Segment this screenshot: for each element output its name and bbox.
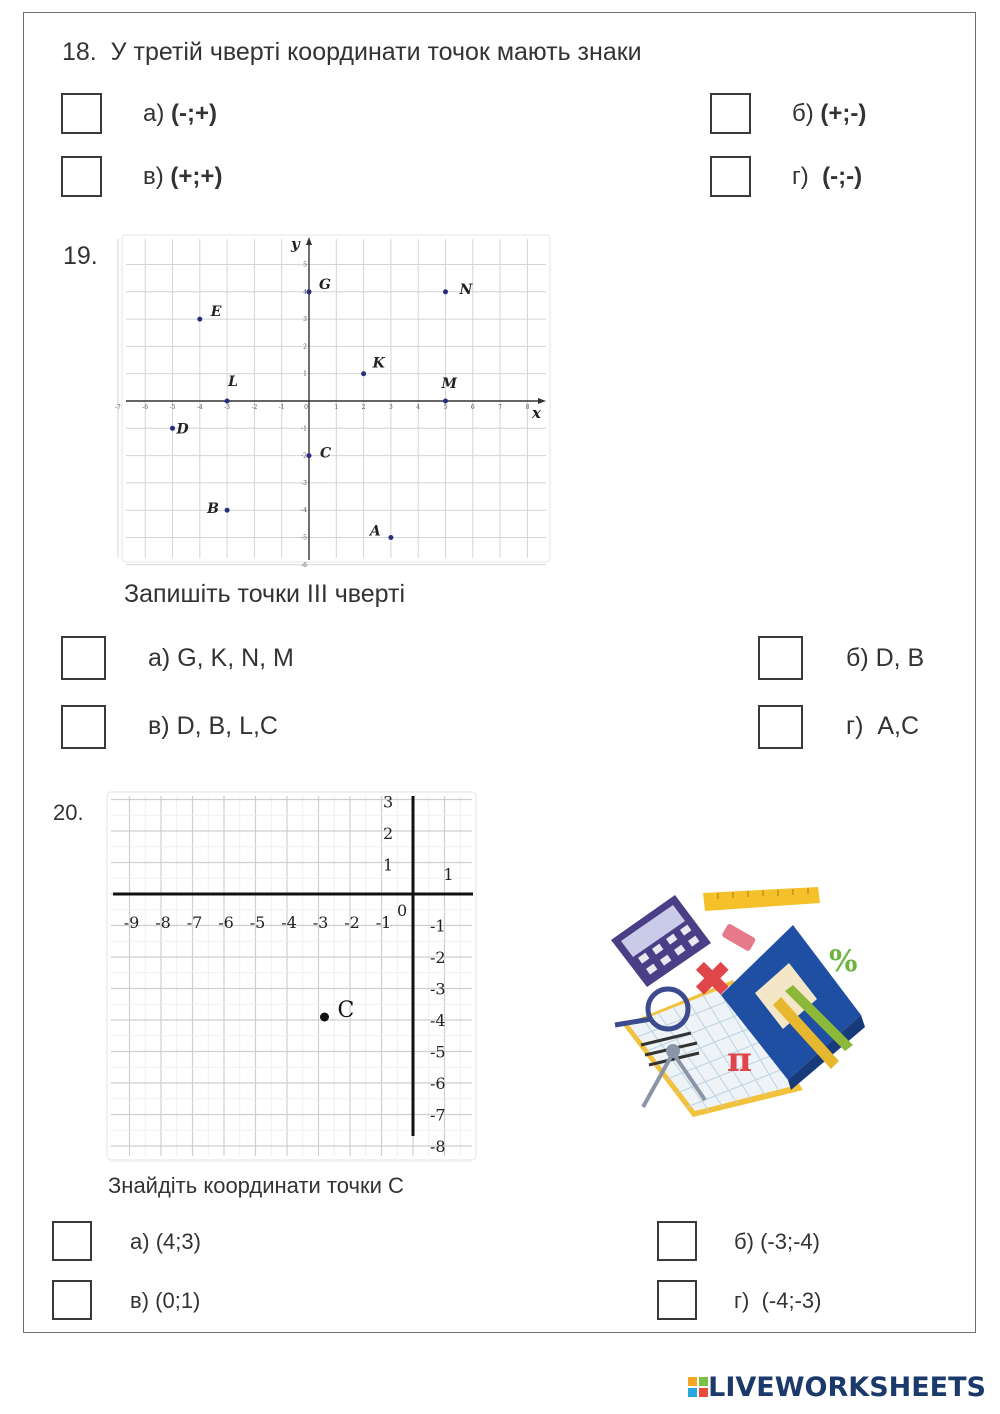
q20-option-b: б) (-3;-4) [734, 1229, 820, 1254]
q19-x-tick-label: -2 [251, 404, 258, 411]
q19-y-axis-label: y [291, 235, 300, 253]
math-supplies-illustration [603, 885, 868, 1120]
q19-point-label-k: K [372, 355, 385, 372]
q20-x-tick-label: -8 [155, 913, 171, 932]
q20-x-tick-label: -6 [218, 913, 234, 932]
q20-checkbox-b[interactable] [657, 1221, 697, 1261]
q20-x-tick-label: -7 [186, 913, 203, 932]
q19-point-l [225, 399, 230, 404]
q19-y-tick-label: 5 [303, 261, 307, 269]
q20-checkbox-a[interactable] [52, 1221, 92, 1261]
q20-checkbox-c[interactable] [52, 1280, 92, 1320]
q20-number: 20. [53, 800, 84, 825]
q19-point-e [197, 317, 202, 322]
q20-y-tick-label: -4 [430, 1011, 446, 1030]
q19-checkbox-c[interactable] [61, 705, 106, 749]
q20-y-tick-label: -1 [430, 916, 446, 936]
q20-y-tick-label: 3 [383, 792, 394, 812]
q18-option-d: г) (-;-) [792, 163, 863, 190]
q19-x-tick-label: -6 [142, 404, 149, 411]
q19-y-tick-label: 3 [303, 316, 307, 324]
q20-coordinate-plane [107, 792, 476, 1160]
q20-point-label-c: C [337, 998, 355, 1023]
q19-point-label-m: M [441, 376, 457, 392]
q18-title [62, 38, 642, 67]
q19-x-tick-label: 2 [361, 404, 366, 411]
q19-y-tick-label: -6 [301, 561, 307, 569]
q20-x-tick-label: -1 [375, 913, 392, 932]
q19-x-tick-label: -5 [169, 404, 176, 411]
liveworksheets-logo [688, 1372, 986, 1403]
q19-checkbox-b[interactable] [758, 636, 803, 680]
q19-option-b: б) D, B [846, 644, 925, 672]
q19-point-a [388, 535, 393, 540]
q19-point-n [443, 289, 448, 294]
q19-option-c: в) D, B, L,C [148, 712, 278, 740]
q20-y-tick-label: -2 [430, 948, 446, 967]
q18-option-b: б) (+;-) [792, 100, 867, 127]
q19-coordinate-plane [114, 235, 550, 569]
q19-x-axis-label: x [532, 404, 541, 422]
q19-caption: Запишіть точки III чверті [124, 580, 406, 608]
q18-checkbox-b[interactable] [710, 93, 751, 134]
q19-y-tick-label: -4 [301, 507, 307, 515]
q20-x-tick-label: -3 [312, 913, 329, 932]
q19-point-label-d: D [176, 421, 189, 438]
pi-sign-icon: π [727, 1040, 752, 1080]
q20-caption: Знайдіть координати точки С [108, 1173, 404, 1198]
q19-point-label-l: L [228, 374, 238, 390]
q19-x-tick-label: 5 [443, 404, 448, 411]
percent-sign-icon: % [829, 944, 858, 979]
q20-y-tick-label: -6 [430, 1074, 446, 1093]
q19-y-tick-label: -1 [301, 425, 307, 433]
q20-origin-label: 0 [397, 901, 408, 920]
q20-y-tick-label: -7 [430, 1105, 446, 1125]
q19-point-label-g: G [319, 276, 331, 293]
q19-point-label-n: N [459, 281, 473, 298]
q20-x-tick-label: 1 [443, 865, 454, 884]
q19-y-tick-label: -2 [301, 452, 307, 460]
q19-point-b [225, 508, 230, 513]
q20-y-tick-label: 2 [383, 824, 394, 843]
q18-question: У третій чверті координати точок мають знаки [110, 38, 642, 66]
q19-x-tick-label: 7 [498, 404, 503, 411]
q20-x-tick-label: -2 [344, 913, 360, 932]
q19-point-g [307, 289, 312, 294]
q20-y-tick-label: -8 [430, 1137, 446, 1156]
q19-origin-tick-label: 0 [304, 404, 308, 411]
ruler-icon [703, 887, 820, 911]
q19-x-tick-label: -3 [224, 404, 231, 411]
q20-y-tick-label: -5 [430, 1042, 446, 1062]
q20-option-c: в) (0;1) [130, 1288, 201, 1313]
q19-x-tick-label: -7 [114, 404, 121, 411]
q19-option-d: г) A,C [846, 712, 920, 740]
q20-x-tick-label: -9 [123, 913, 140, 932]
q20-y-tick-label: -3 [430, 979, 446, 999]
q19-point-label-b: B [207, 501, 219, 518]
q18-checkbox-d[interactable] [710, 156, 751, 197]
q19-x-tick-label: -4 [196, 404, 203, 411]
multiply-sign-icon: ✖ [693, 952, 732, 1006]
q19-checkbox-a[interactable] [61, 636, 106, 680]
q19-x-tick-label: -1 [278, 404, 285, 411]
q19-y-tick-label: -5 [301, 534, 307, 542]
q19-point-label-e: E [210, 304, 222, 321]
q19-option-a: а) G, K, N, M [148, 644, 294, 672]
q19-point-label-a: A [369, 523, 381, 540]
q20-option-d: г) (-4;-3) [734, 1288, 822, 1313]
q19-point-k [361, 371, 366, 376]
q20-x-tick-label: -4 [281, 913, 297, 932]
q18-checkbox-a[interactable] [61, 93, 102, 134]
q18-number: 18. [62, 38, 97, 66]
q20-x-tick-label: -5 [249, 913, 266, 932]
q19-y-tick-label: 1 [303, 370, 307, 378]
q20-checkbox-d[interactable] [657, 1280, 697, 1320]
eraser-icon [721, 923, 756, 952]
q20-option-a: а) (4;3) [130, 1229, 201, 1254]
q18-checkbox-c[interactable] [61, 156, 102, 197]
q18-option-a: а) (-;+) [143, 100, 217, 127]
q19-y-tick-label: 2 [303, 343, 307, 351]
q19-x-tick-label: 6 [470, 404, 475, 411]
q18-option-c: в) (+;+) [143, 163, 223, 190]
q19-point-label-c: C [320, 445, 332, 462]
brand-badge-icon [688, 1377, 708, 1397]
q19-point-d [170, 426, 175, 431]
q19-number: 19. [63, 242, 98, 270]
q19-x-tick-label: 4 [416, 404, 421, 411]
q19-x-tick-label: 1 [334, 404, 339, 411]
q19-y-tick-label: -3 [301, 479, 307, 487]
q20-point-c [320, 1013, 329, 1022]
q19-x-tick-label: 8 [525, 404, 530, 411]
q19-y-tick-label: 4 [303, 288, 307, 296]
q19-x-tick-label: 3 [388, 404, 393, 411]
brand-text: LIVEWORKSHEETS [708, 1372, 986, 1403]
q20-y-tick-label: 1 [383, 855, 394, 875]
q19-point-m [443, 399, 448, 404]
q19-point-c [307, 453, 312, 458]
q19-checkbox-d[interactable] [758, 705, 803, 749]
